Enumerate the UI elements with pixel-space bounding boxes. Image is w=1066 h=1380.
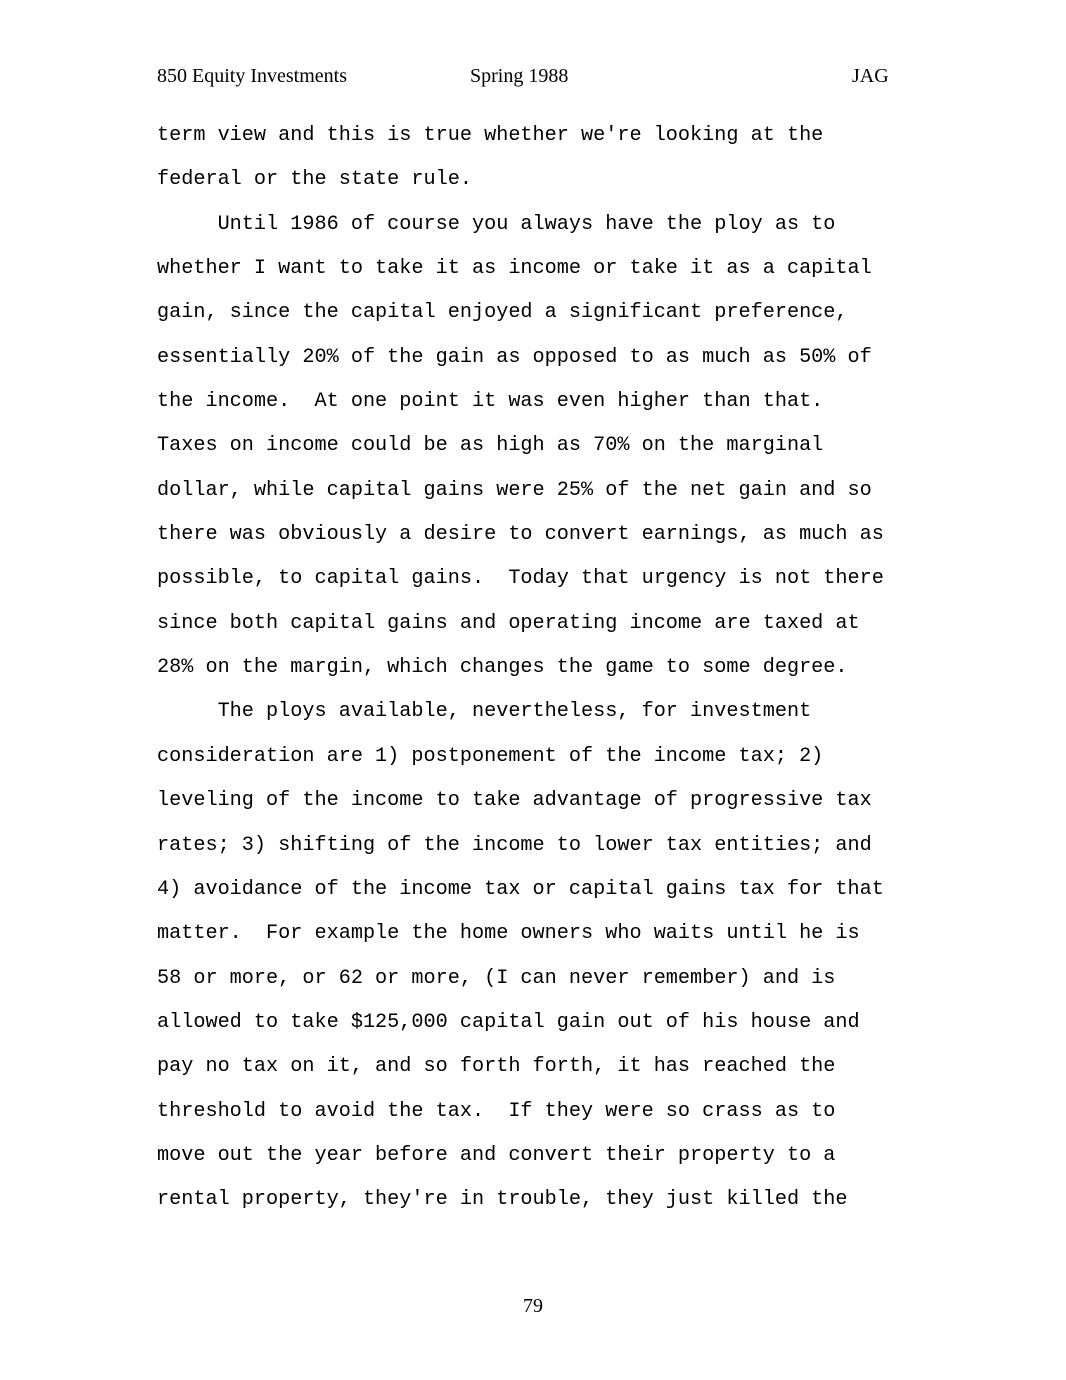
text-line: threshold to avoid the tax. If they were so crass as to — [157, 1099, 836, 1123]
text-line: essentially 20% of the gain as opposed to as much as 50% of — [157, 345, 872, 369]
page-number: 79 — [523, 1295, 543, 1317]
transcript-body — [157, 114, 937, 1223]
header-initials: JAG — [852, 65, 889, 87]
text-line: federal or the state rule. — [157, 168, 472, 192]
text-line: term view and this is true whether we're looking at the — [157, 124, 824, 147]
text-line: 58 or more, or 62 or more, (I can never remember) and is — [157, 966, 836, 990]
text-line: pay no tax on it, and so forth forth, it has reached the — [157, 1055, 836, 1079]
text-line: gain, since the capital enjoyed a significant preference, — [157, 301, 848, 325]
text-line: there was obviously a desire to convert earnings, as much as — [157, 523, 884, 547]
text-line: Until 1986 of course you always have the ploy as to — [157, 212, 836, 236]
text-line: the income. At one point it was even higher than that. — [157, 390, 824, 414]
text-line: move out the year before and convert their property to a — [157, 1143, 836, 1167]
text-line: Taxes on income could be as high as 70% on the marginal — [157, 434, 824, 458]
page-header — [0, 62, 1066, 90]
text-line: 28% on the margin, which changes the game to some degree. — [157, 656, 848, 680]
header-term: Spring 1988 — [470, 65, 569, 87]
text-line: leveling of the income to take advantage of progressive tax — [157, 789, 872, 813]
text-line: allowed to take $125,000 capital gain out of his house and — [157, 1010, 860, 1034]
text-line: 4) avoidance of the income tax or capital gains tax for that — [157, 877, 884, 901]
text-line: dollar, while capital gains were 25% of the net gain and so — [157, 478, 872, 502]
text-line: since both capital gains and operating income are taxed at — [157, 611, 860, 635]
header-course: 850 Equity Investments — [157, 65, 347, 87]
text-line: whether I want to take it as income or take it as a capital — [157, 257, 872, 281]
text-line: The ploys available, nevertheless, for investment — [157, 700, 812, 724]
text-line: possible, to capital gains. Today that urgency is not there — [157, 567, 884, 591]
text-line: rental property, they're in trouble, they just killed the — [157, 1188, 848, 1212]
text-line: matter. For example the home owners who waits until he is — [157, 922, 860, 946]
text-line: rates; 3) shifting of the income to lower tax entities; and — [157, 833, 872, 857]
text-line: consideration are 1) postponement of the income tax; 2) — [157, 744, 824, 768]
